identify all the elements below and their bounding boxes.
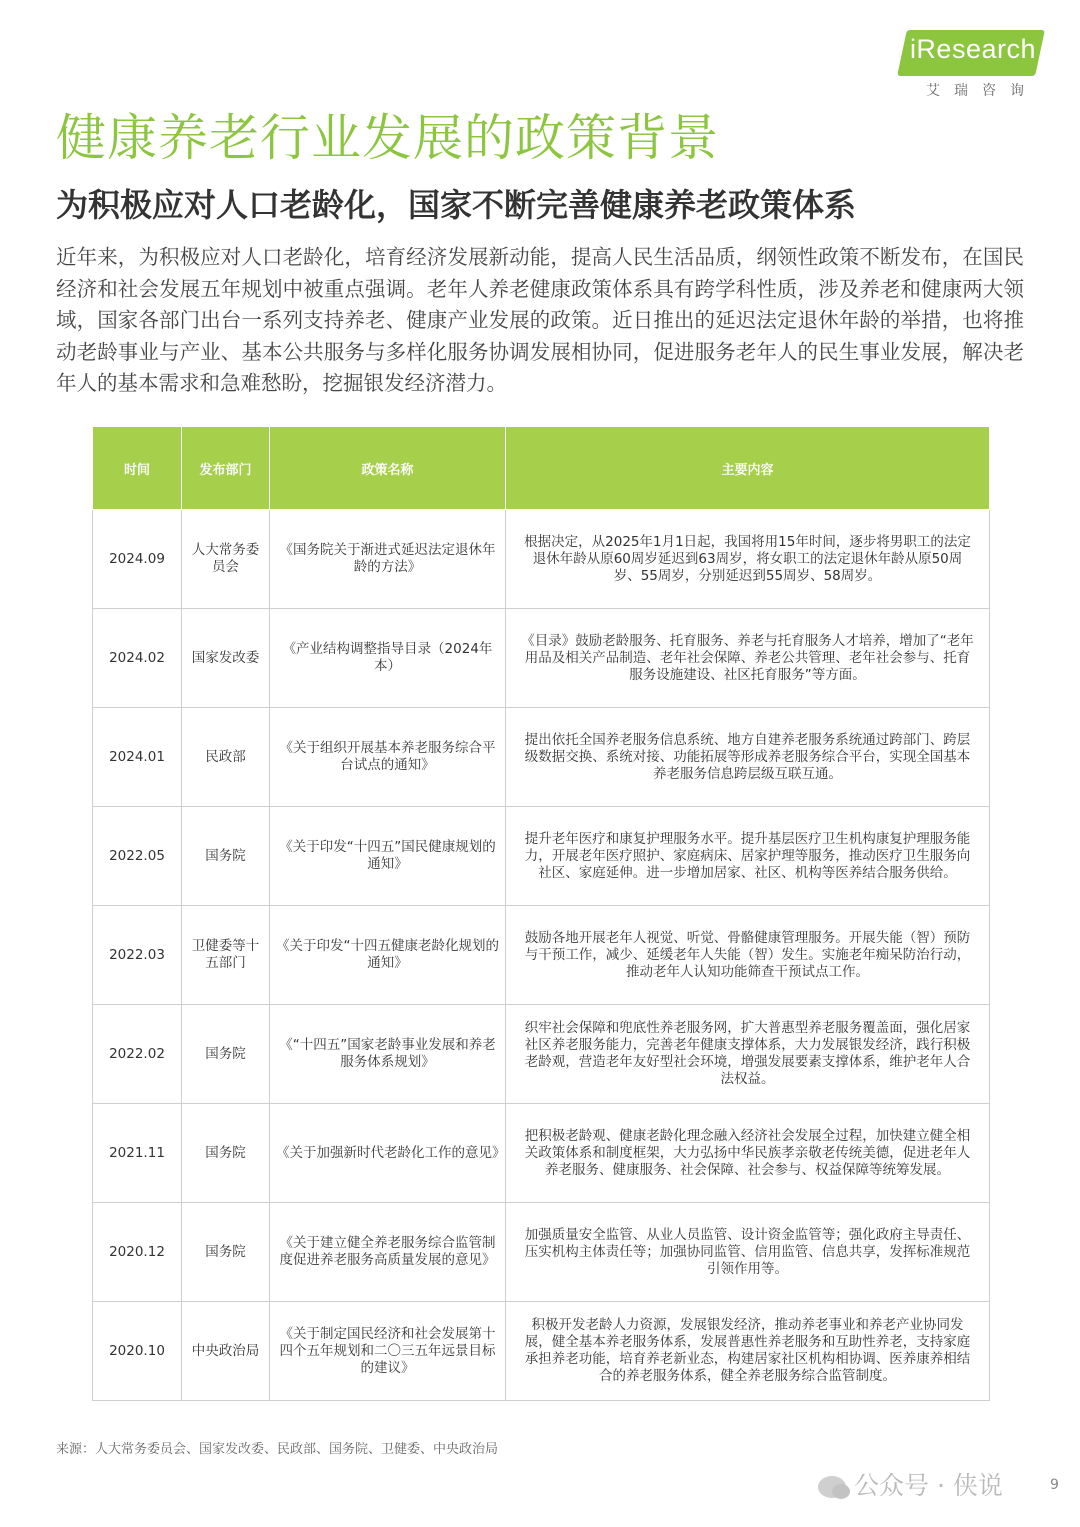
cell-policy: 《关于组织开展基本养老服务综合平台试点的通知》 — [270, 708, 506, 807]
iresearch-logo — [890, 26, 1040, 106]
cell-dept: 中央政治局 — [182, 1302, 270, 1401]
cell-time: 2024.09 — [93, 510, 182, 609]
cell-policy: 《关于印发“十四五健康老龄化规划的通知》 — [270, 906, 506, 1005]
cell-time: 2020.12 — [93, 1203, 182, 1302]
cell-content: 鼓励各地开展老年人视觉、听觉、骨骼健康管理服务。开展失能（智）预防与干预工作，减少、延缓老年人失能（智）发生。实施老年痴呆防治行动，推动老年人认知功能筛查干预试点工作。 — [506, 906, 990, 1005]
cell-policy: 《关于加强新时代老龄化工作的意见》 — [270, 1104, 506, 1203]
cell-policy: 《国务院关于渐进式延迟法定退休年龄的方法》 — [270, 510, 506, 609]
table-header-row — [93, 427, 990, 510]
logo-text: iResearch — [909, 34, 1036, 64]
cell-dept: 国务院 — [182, 1104, 270, 1203]
page-title: 健康养老行业发展的政策背景 — [56, 109, 719, 167]
cell-content: 《目录》鼓励老龄服务、托育服务、养老与托育服务人才培养，增加了“老年用品及相关产品制造、老年社会保障、养老公共管理、老年社会参与、托育服务设施建设、社区托育服务”等方面。 — [506, 609, 990, 708]
header-dept: 发布部门 — [182, 427, 270, 510]
header-time: 时间 — [93, 427, 182, 510]
cell-dept: 民政部 — [182, 708, 270, 807]
table-row — [93, 1302, 990, 1401]
cell-content: 织牢社会保障和兜底性养老服务网，扩大普惠型养老服务覆盖面，强化居家社区养老服务能力，完善老年健康支撑体系，大力发展银发经济，践行积极老龄观，营造老年友好型社会环境，增强发展要素支撑体系，维护老年人合法权益。 — [506, 1005, 990, 1104]
header-content: 主要内容 — [506, 427, 990, 510]
table-row — [93, 708, 990, 807]
cell-time: 2020.10 — [93, 1302, 182, 1401]
cell-dept: 国务院 — [182, 807, 270, 906]
table-row — [93, 510, 990, 609]
cell-policy: 《关于印发“十四五”国民健康规划的通知》 — [270, 807, 506, 906]
cell-time: 2024.01 — [93, 708, 182, 807]
header-policy: 政策名称 — [270, 427, 506, 510]
cell-content: 加强质量安全监管、从业人员监管、设计资金监管等；强化政府主导责任、压实机构主体责任等；加强协同监管、信用监管、信息共享，发挥标准规范引领作用等。 — [506, 1203, 990, 1302]
cell-dept: 国务院 — [182, 1005, 270, 1104]
cell-content: 根据决定，从2025年1月1日起，我国将用15年时间，逐步将男职工的法定退休年龄从原60周岁延迟到63周岁，将女职工的法定退休年龄从原50周岁、55周岁，分别延迟到55周岁、58周岁。 — [506, 510, 990, 609]
cell-dept: 卫健委等十五部门 — [182, 906, 270, 1005]
cell-time: 2024.02 — [93, 609, 182, 708]
cell-dept: 人大常务委员会 — [182, 510, 270, 609]
cell-dept: 国务院 — [182, 1203, 270, 1302]
table-row — [93, 807, 990, 906]
intro-paragraph: 近年来，为积极应对人口老龄化，培育经济发展新动能，提高人民生活品质，纲领性政策不断发布，在国民经济和社会发展五年规划中被重点强调。老年人养老健康政策体系具有跨学科性质，涉及养老和健康两大领域，国家各部门出台一系列支持养老、健康产业发展的政策。近日推出的延迟法定退休年龄的举措，也将推动老龄事业与产业、基本公共服务与多样化服务协调发展相协同，促进服务老年人的民生事业发展，解决老年人的基本需求和急难愁盼，挖掘银发经济潜力。 — [56, 245, 1024, 395]
table-row — [93, 1203, 990, 1302]
cell-policy: 《“十四五”国家老龄事业发展和养老服务体系规划》 — [270, 1005, 506, 1104]
table-row — [93, 906, 990, 1005]
cell-dept: 国家发改委 — [182, 609, 270, 708]
cell-content: 积极开发老龄人力资源，发展银发经济，推动养老事业和养老产业协同发展，健全基本养老服务体系，发展普惠性养老服务和互助性养老，支持家庭承担养老功能，培育养老新业态，构建居家社区机构相协调、医养康养相结合的养老服务体系，健全养老服务综合监管制度。 — [506, 1302, 990, 1401]
cell-time: 2022.02 — [93, 1005, 182, 1104]
table-row — [93, 609, 990, 708]
table-row — [93, 1104, 990, 1203]
cell-policy: 《产业结构调整指导目录（2024年本） — [270, 609, 506, 708]
table-row — [93, 1005, 990, 1104]
cell-time: 2021.11 — [93, 1104, 182, 1203]
cell-time: 2022.05 — [93, 807, 182, 906]
wechat-watermark — [818, 1466, 1003, 1502]
watermark-text: 公众号 · 侠说 — [854, 1471, 1003, 1500]
cell-time: 2022.03 — [93, 906, 182, 1005]
cell-policy: 《关于制定国民经济和社会发展第十四个五年规划和二〇三五年远景目标的建议》 — [270, 1302, 506, 1401]
cell-content: 提升老年医疗和康复护理服务水平。提升基层医疗卫生机构康复护理服务能力，开展老年医疗照护、家庭病床、居家护理等服务，推动医疗卫生服务向社区、家庭延伸。进一步增加居家、社区、机构等医养结合服务供给。 — [506, 807, 990, 906]
policy-table — [92, 426, 990, 1401]
cell-content: 把积极老龄观、健康老龄化理念融入经济社会发展全过程，加快建立健全相关政策体系和制度框架，大力弘扬中华民族孝亲敬老传统美德，促进老年人养老服务、健康服务、社会保障、社会参与、权益保障等统筹发展。 — [506, 1104, 990, 1203]
cell-policy: 《关于建立健全养老服务综合监管制度促进养老服务高质量发展的意见》 — [270, 1203, 506, 1302]
logo-chinese-text: 艾瑞咨询 — [926, 83, 1038, 99]
page-number: 9 — [1050, 1477, 1059, 1493]
cell-content: 提出依托全国养老服务信息系统、地方自建养老服务系统通过跨部门、跨层级数据交换、系统对接、功能拓展等形成养老服务综合平台，实现全国基本养老服务信息跨层级互联互通。 — [506, 708, 990, 807]
wechat-icon — [818, 1476, 846, 1498]
page-subtitle: 为积极应对人口老龄化，国家不断完善健康养老政策体系 — [56, 186, 857, 224]
source-note: 来源：人大常务委员会、国家发改委、民政部、国务院、卫健委、中央政治局 — [56, 1442, 499, 1457]
